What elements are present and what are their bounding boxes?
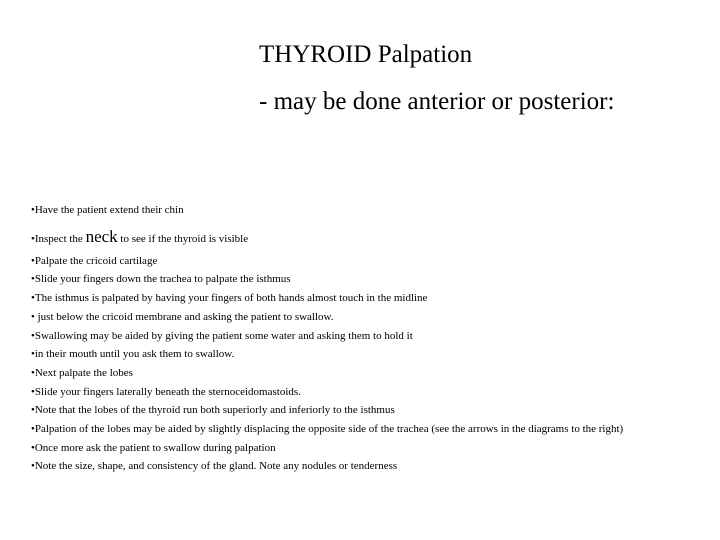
bullet-marker: • xyxy=(31,292,35,305)
bullet-item xyxy=(31,420,715,439)
bullet-item xyxy=(31,439,715,458)
bullet-marker: • xyxy=(31,204,35,216)
bullet-marker: • xyxy=(31,441,35,454)
title-block xyxy=(259,36,709,120)
bullet-item xyxy=(31,227,715,249)
slide-title: THYROID Palpation xyxy=(259,41,473,68)
bullet-marker: • xyxy=(31,232,35,245)
bullet-item xyxy=(31,252,715,271)
bullet-item xyxy=(31,401,715,420)
bullet-text: Note that the lobes of the thyroid run both superiorly and inferiorly to the isthmus xyxy=(34,404,395,417)
bullet-text: Next palpate the lobes xyxy=(34,366,133,379)
bullet-marker: • xyxy=(31,273,35,286)
bullet-emphasis-word: neck xyxy=(85,226,118,246)
bullet-item xyxy=(31,308,715,327)
bullet-text: just below the cricoid membrane and asking the patient to swallow. xyxy=(34,310,334,323)
bullet-item xyxy=(31,289,715,308)
bullet-item xyxy=(31,457,715,476)
bullet-text: Palpation of the lobes may be aided by slightly displacing the opposite side of the trachea (see the arrows in the diagrams to the right) xyxy=(34,423,624,436)
bullet-text-end: to see if the thyroid is visible xyxy=(117,232,249,245)
bullet-marker: • xyxy=(31,460,35,473)
bullet-text-start: Inspect the xyxy=(34,232,86,245)
bullet-text: Swallowing may be aided by giving the patient some water and asking them to hold it xyxy=(34,329,413,342)
bullet-item xyxy=(31,383,715,402)
slide-subtitle: - may be done anterior or posterior: xyxy=(259,88,615,115)
bullet-marker: • xyxy=(31,310,35,323)
bullet-text: in their mouth until you ask them to swallow. xyxy=(34,348,235,361)
bullet-text: The isthmus is palpated by having your fingers of both hands almost touch in the midline xyxy=(34,292,428,305)
bullet-item xyxy=(31,327,715,346)
bullet-marker: • xyxy=(31,423,35,436)
bullet-text: Palpate the cricoid cartilage xyxy=(34,254,158,267)
bullet-item xyxy=(31,270,715,289)
bullet-text: Once more ask the patient to swallow during palpation xyxy=(34,441,276,454)
bullet-marker: • xyxy=(31,254,35,267)
bullet-item xyxy=(31,345,715,364)
bullet-marker: • xyxy=(31,366,35,379)
bullet-item xyxy=(31,201,715,220)
bullet-text: Slide your fingers down the trachea to palpate the isthmus xyxy=(34,273,291,286)
bullet-list xyxy=(31,201,715,476)
bullet-marker: • xyxy=(31,385,35,398)
bullet-text: Note the size, shape, and consistency of the gland. Note any nodules or tenderness xyxy=(34,460,398,473)
bullet-marker: • xyxy=(31,329,35,342)
bullet-text: Slide your fingers laterally beneath the sternoceidomastoids. xyxy=(34,385,301,398)
bullet-marker: • xyxy=(31,348,35,361)
bullet-marker: • xyxy=(31,404,35,417)
bullet-item xyxy=(31,364,715,383)
bullet-text: Have the patient extend their chin xyxy=(34,204,184,216)
